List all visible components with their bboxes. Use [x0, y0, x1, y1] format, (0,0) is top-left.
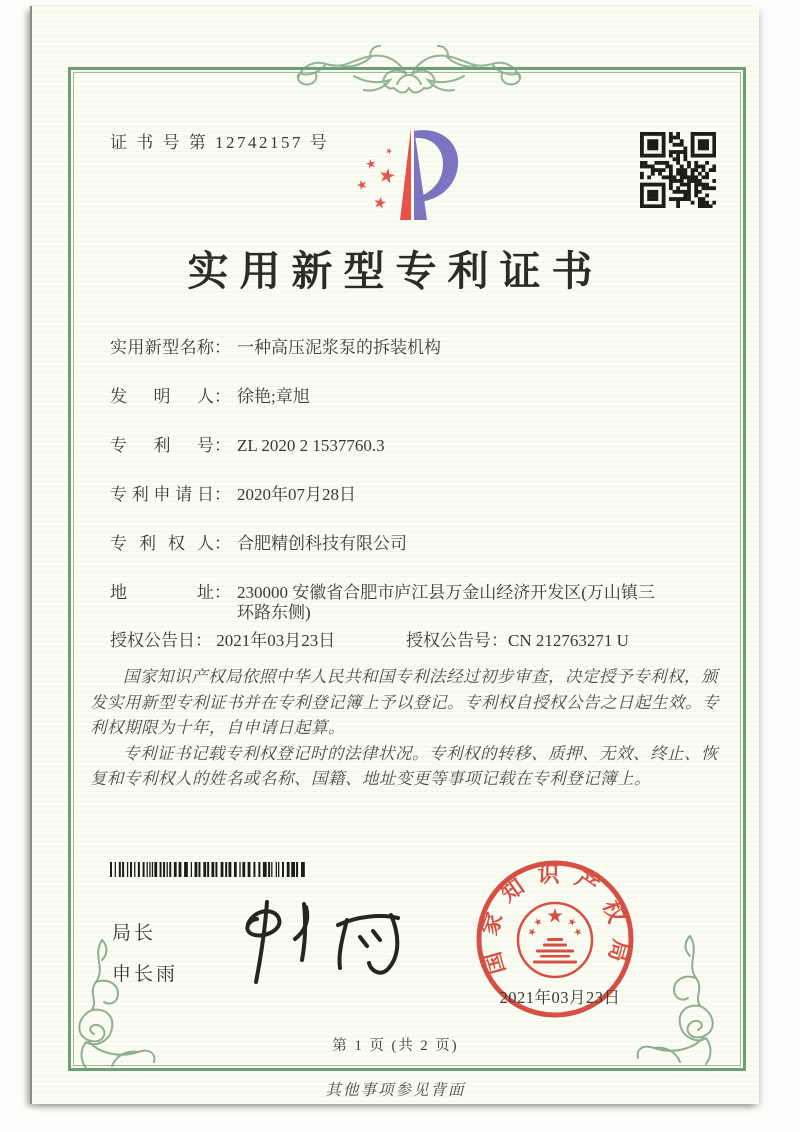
field-row-patent-no: 专利号 ： ZL 2020 2 1537760.3 [110, 436, 385, 455]
field-value: 230000 安徽省合肥市庐江县万金山经济开发区(万山镇三环路东侧) [237, 583, 655, 622]
grant-no-label: 授权公告号 [406, 631, 491, 650]
certificate-sheet [30, 6, 759, 1104]
field-label: 发明人 [110, 387, 214, 406]
field-value: 徐艳;章旭 [237, 387, 310, 406]
field-row-address: 地址 ： 230000 安徽省合肥市庐江县万金山经济开发区(万山镇三环路东侧) [110, 583, 670, 623]
field-value: 2020年07月28日 [237, 485, 356, 504]
grant-no-value: CN 212763271 U [508, 631, 629, 650]
barcode-icon [110, 862, 308, 878]
svg-text:国家知识产权局 [476, 862, 634, 977]
field-label: 专利申请日 [110, 485, 214, 504]
field-value: 一种高压泥浆泵的拆装机构 [237, 338, 441, 357]
field-label: 专利权人 [110, 534, 214, 553]
field-value: ZL 2020 2 1537760.3 [237, 436, 385, 455]
field-row-filing-date: 专利申请日 ： 2020年07月28日 [110, 485, 356, 504]
cnipa-logo-icon [340, 112, 466, 236]
certificate-number: 证 书 号 第 12742157 号 [110, 133, 330, 152]
grant-date-value: 2021年03月23日 [216, 631, 336, 650]
seal-date: 2021年03月23日 [499, 988, 621, 1007]
field-label: 实用新型名称 [110, 338, 214, 357]
grant-no: 授权公告号：CN 212763271 U [406, 631, 629, 650]
page-number: 第 1 页 (共 2 页) [332, 1038, 459, 1054]
legal-paragraph-2: 专利证书记载专利权登记时的法律状况。专利权的转移、质押、无效、终止、恢复和专利权人的姓名或名称、国籍、地址变更等事项记载在专利登记簿上。 [90, 743, 718, 788]
field-row-patentee: 专利权人 ： 合肥精创科技有限公司 [110, 534, 407, 553]
field-label: 专利号 [110, 436, 214, 455]
signer-title: 局长 [112, 923, 157, 944]
seal-ring-text: 国家知识产权局 [476, 862, 634, 978]
grant-date-label: 授权公告日 [110, 631, 195, 650]
back-note: 其他事项参见背面 [325, 1082, 466, 1099]
legal-paragraph-1: 国家知识产权局依照中华人民共和国专利法经过初步审查，决定授予专利权，颁发实用新型专利证书并在专利登记簿上予以登记。专利权自授权公告之日起生效。专利权期限为十年，自申请日起算。 [90, 667, 719, 737]
field-label: 地址 [110, 583, 214, 602]
signer-block [112, 918, 178, 1000]
legal-paragraphs [90, 664, 722, 792]
field-row-inventor: 发明人 ： 徐艳;章旭 [110, 387, 310, 406]
qr-code-icon [640, 132, 716, 208]
certificate-fields [110, 338, 670, 651]
field-value: 合肥精创科技有限公司 [237, 534, 407, 553]
signature-icon [230, 894, 420, 994]
certificate-title: 实用新型专利证书 [187, 248, 604, 294]
field-row-name: 实用新型名称 ： 一种高压泥浆泵的拆装机构 [110, 338, 441, 357]
grant-row: 授权公告日： 2021年03月23日 授权公告号：CN 212763271 U [110, 631, 629, 650]
signer-name: 申长雨 [112, 964, 179, 985]
